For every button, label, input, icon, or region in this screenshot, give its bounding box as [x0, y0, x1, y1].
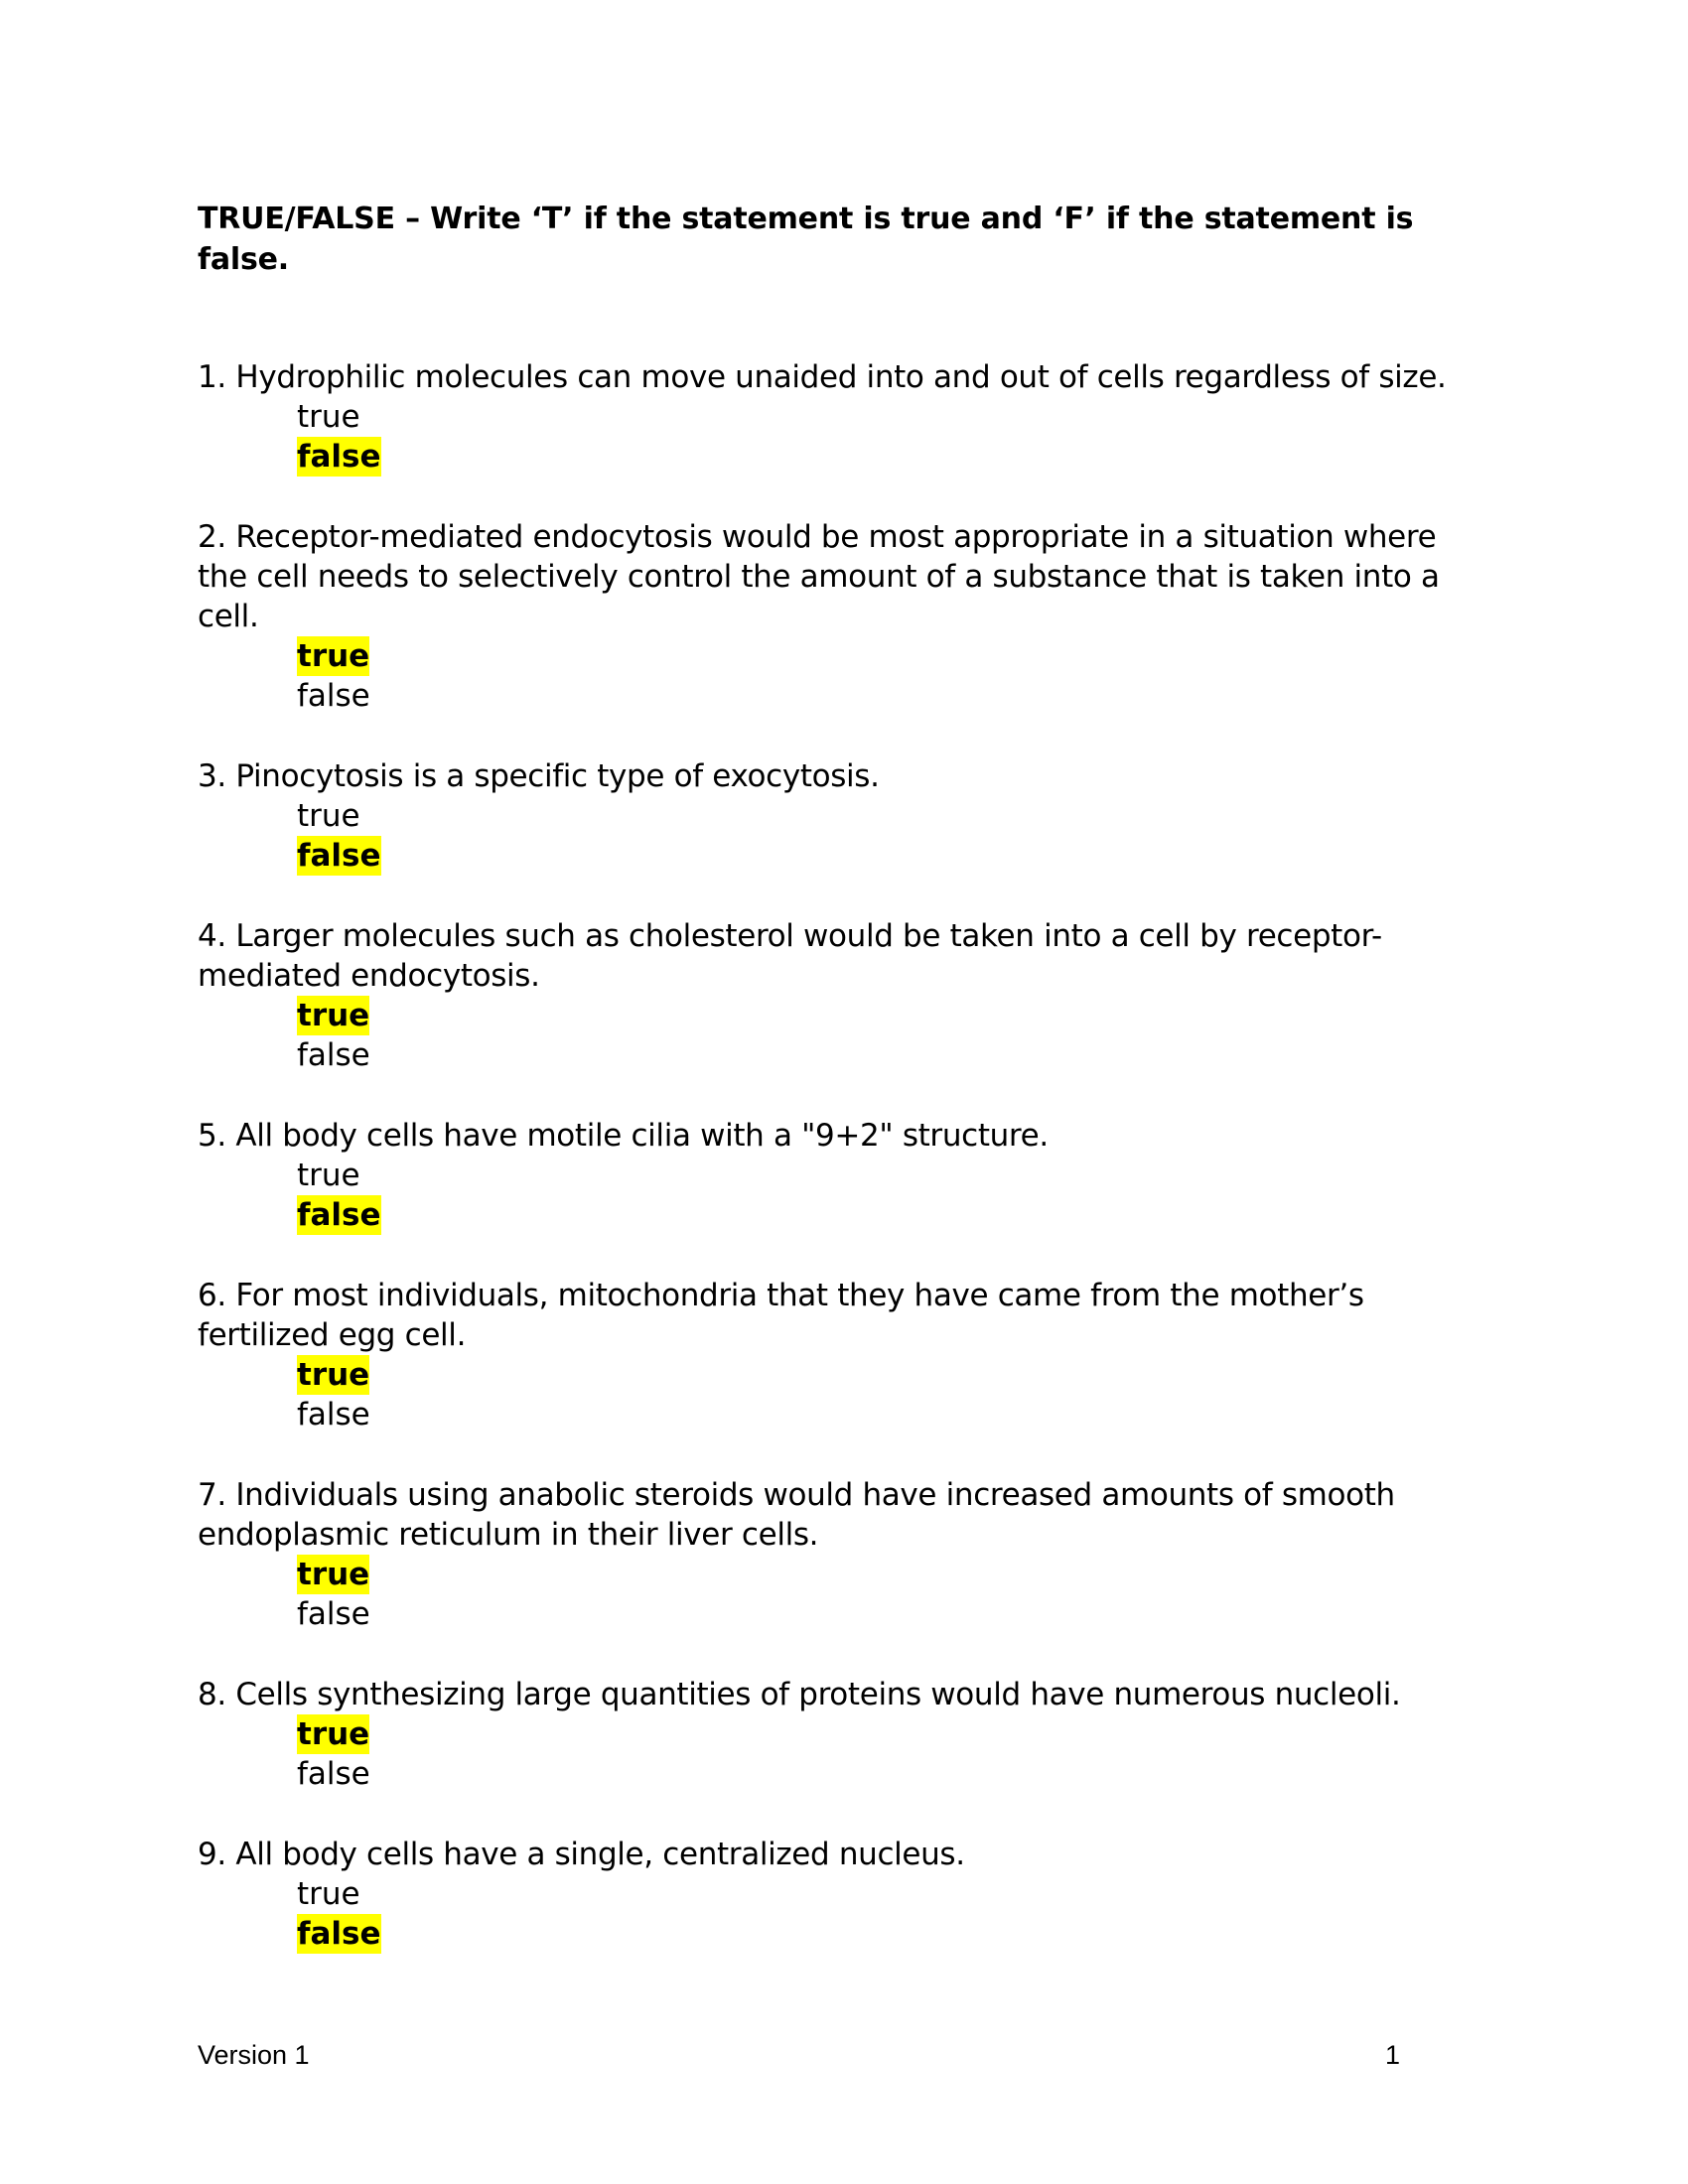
- question-stem: 9. All body cells have a single, centralized nucleus.: [198, 1837, 965, 1872]
- answer-option: [297, 1156, 1488, 1195]
- answer-option-label: false: [297, 1596, 370, 1632]
- answer-option-highlighted: [297, 1555, 1488, 1594]
- answer-option-highlighted: [297, 1195, 1488, 1235]
- question-stem: 5. All body cells have motile cilia with a "9+2" structure.: [198, 1118, 1049, 1154]
- question-item: [198, 1116, 1488, 1235]
- answer-option-label: false: [297, 439, 381, 475]
- question-stem: 7. Individuals using anabolic steroids would have increased amounts of smooth endoplasmic reticulum in their liver cells.: [198, 1477, 1395, 1553]
- answer-option-label: false: [297, 838, 381, 874]
- answer-option-highlighted: [297, 437, 1488, 477]
- answer-option-highlighted: [297, 1914, 1488, 1954]
- answer-option-label: false: [297, 1397, 370, 1433]
- answer-option-highlighted: [297, 1355, 1488, 1395]
- answer-option: [297, 1395, 1488, 1434]
- answer-option-label: false: [297, 1037, 370, 1073]
- answer-option: [297, 796, 1488, 836]
- question-item: [198, 1675, 1488, 1794]
- question-stem: 1. Hydrophilic molecules can move unaided into and out of cells regardless of size.: [198, 359, 1447, 395]
- answer-option-label: false: [297, 1197, 381, 1233]
- question-stem: 4. Larger molecules such as cholesterol would be taken into a cell by receptor-mediated endocytosis.: [198, 918, 1382, 994]
- question-item: [198, 1475, 1488, 1634]
- question-stem: 6. For most individuals, mitochondria that they have came from the mother’s fertilized egg cell.: [198, 1278, 1364, 1353]
- answer-option-label: true: [297, 1876, 360, 1912]
- answer-option-highlighted: [297, 636, 1488, 676]
- answer-option-label: true: [297, 1357, 370, 1393]
- answer-option-label: true: [297, 638, 370, 674]
- footer-version: Version 1: [198, 2040, 310, 2070]
- answer-option: [297, 1035, 1488, 1075]
- question-item: [198, 517, 1488, 716]
- answer-option-label: false: [297, 1916, 381, 1952]
- answer-option-highlighted: [297, 996, 1488, 1035]
- answer-option: [297, 676, 1488, 716]
- answer-option-label: true: [297, 1158, 360, 1193]
- question-stem: 2. Receptor-mediated endocytosis would be most appropriate in a situation where the cell needs to selectively control the amount of a substance that is taken into a cell.: [198, 519, 1440, 634]
- instructions-heading: TRUE/FALSE – Write ‘T’ if the statement is true and ‘F’ if the statement is false.: [198, 202, 1414, 277]
- answer-option: [297, 1594, 1488, 1634]
- answer-option-label: true: [297, 1716, 370, 1752]
- question-stem: 3. Pinocytosis is a specific type of exocytosis.: [198, 758, 880, 794]
- answer-option-label: true: [297, 798, 360, 834]
- question-item: [198, 1276, 1488, 1434]
- question-list: [198, 357, 1488, 1994]
- answer-option: [297, 1754, 1488, 1794]
- answer-option: [297, 1874, 1488, 1914]
- answer-option-label: true: [297, 998, 370, 1033]
- answer-option-label: false: [297, 1756, 370, 1792]
- question-stem: 8. Cells synthesizing large quantities of proteins would have numerous nucleoli.: [198, 1677, 1401, 1712]
- question-item: [198, 357, 1488, 477]
- question-item: [198, 756, 1488, 876]
- answer-option-label: false: [297, 678, 370, 714]
- answer-option-highlighted: [297, 1714, 1488, 1754]
- question-item: [198, 1835, 1488, 1954]
- answer-option-label: true: [297, 399, 360, 435]
- question-item: [198, 916, 1488, 1075]
- answer-option-highlighted: [297, 836, 1488, 876]
- footer-page-number: 1: [1385, 2040, 1401, 2070]
- answer-option: [297, 397, 1488, 437]
- answer-option-label: true: [297, 1557, 370, 1592]
